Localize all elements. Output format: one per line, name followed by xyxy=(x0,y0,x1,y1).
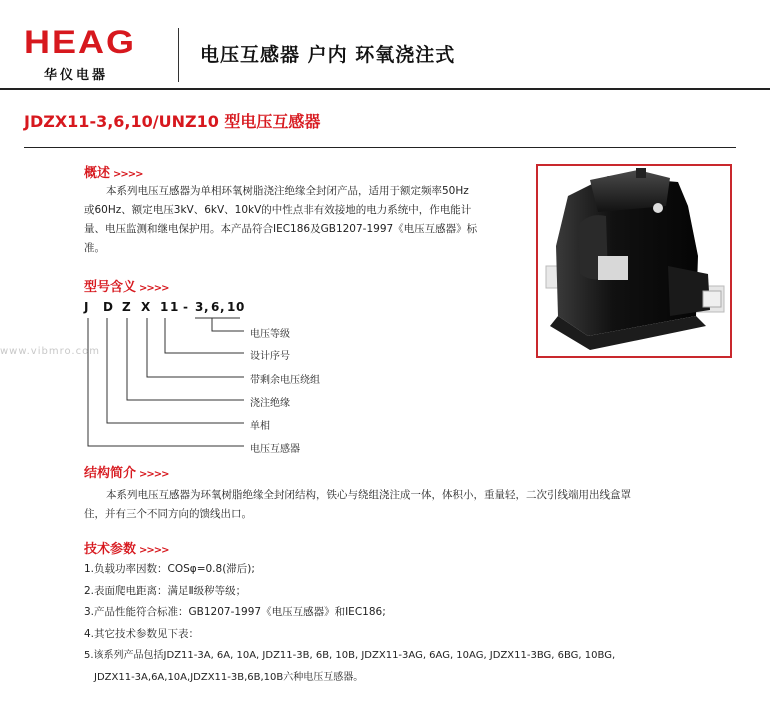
model-char: , xyxy=(204,300,209,314)
structure-heading xyxy=(84,462,169,481)
tech-item: 3.产品性能符合标准：GB1207-1997《电压互感器》和IEC186; xyxy=(84,606,386,618)
legend-voltage-transformer: 电压互感器 xyxy=(250,444,300,455)
overview-line: 准。 xyxy=(84,242,105,254)
tech-item: 5.该系列产品包括JDZ11-3A, 6A, 10A, JDZ11-3B, 6B, 10B, JDZX11-3AG, 6AG, 10AG, JDZX11-3BG, 6BG, 10BG, xyxy=(84,650,616,661)
legend-single-phase: 单相 xyxy=(250,421,270,432)
tech-heading-text: 技术参数 xyxy=(84,542,137,557)
chevrons-icon: >>>> xyxy=(139,545,169,556)
model-char: - xyxy=(183,300,188,314)
model-char: , xyxy=(220,300,225,314)
page-title: 电压互感器 户内 环氧浇注式 xyxy=(200,44,456,66)
legend-design-serial: 设计序号 xyxy=(250,351,290,362)
model-char: 3 xyxy=(195,300,204,314)
model-char: Z xyxy=(122,300,131,314)
chevrons-icon: >>>> xyxy=(139,283,169,294)
chevrons-icon: >>>> xyxy=(139,469,169,480)
structure-line: 本系列电压互感器为环氧树脂绝缘全封闭结构，铁心与绕组浇注成一体，体积小，重量轻，二次引线端用出线盒罩 xyxy=(106,489,631,501)
model-char: J xyxy=(84,300,89,314)
brand-logo: HEAG xyxy=(24,23,137,61)
model-heading-text: 型号含义 xyxy=(84,280,137,295)
model-char: 6 xyxy=(211,300,220,314)
model-char: X xyxy=(141,300,151,314)
model-char: 1 xyxy=(227,300,236,314)
tech-list xyxy=(84,559,764,688)
tech-heading xyxy=(84,538,169,557)
watermark: www.vibmro.com xyxy=(0,346,100,357)
tech-item: 4.其它技术参数见下表： xyxy=(84,627,200,640)
model-char: 1 xyxy=(160,300,169,314)
brand-subtitle: 华仪电器 xyxy=(44,68,109,83)
overview-line: 或60Hz、额定电压3kV、6kV、10kV的中性点非有效接地的电力系统中，作电能计 xyxy=(84,204,472,216)
overview-line: 量、电压监测和继电保护用。本产品符合IEC186及GB1207-1997《电压互感器》标 xyxy=(84,223,478,235)
tech-item: 2.表面爬电距离：满足Ⅱ级秽等级； xyxy=(84,584,247,597)
structure-heading-text: 结构简介 xyxy=(84,466,137,481)
overview-heading-text: 概述 xyxy=(84,166,111,181)
legend-voltage-level: 电压等级 xyxy=(250,329,290,340)
legend-residual-winding: 带剩余电压绕组 xyxy=(250,375,320,386)
product-title: JDZX11-3,6,10/UNZ10 型电压互感器 xyxy=(24,112,321,131)
model-char: 1 xyxy=(170,300,179,314)
tech-item: 1.负载功率因数：COSφ=0.8(滞后); xyxy=(84,563,255,575)
model-char: D xyxy=(103,300,113,314)
legend-cast-insulation: 浇注绝缘 xyxy=(250,398,290,409)
chevrons-icon: >>>> xyxy=(113,169,143,180)
structure-text xyxy=(84,486,754,524)
model-char: 0 xyxy=(236,300,245,314)
tech-item: JDZX11-3A,6A,10A,JDZX11-3B,6B,10B六种电压互感器。 xyxy=(94,671,364,683)
structure-line: 住，并有三个不同方向的馈线出口。 xyxy=(84,508,252,520)
overview-line: 本系列电压互感器为单相环氧树脂浇注绝缘全封闭产品，适用于额定频率50Hz xyxy=(106,185,469,197)
